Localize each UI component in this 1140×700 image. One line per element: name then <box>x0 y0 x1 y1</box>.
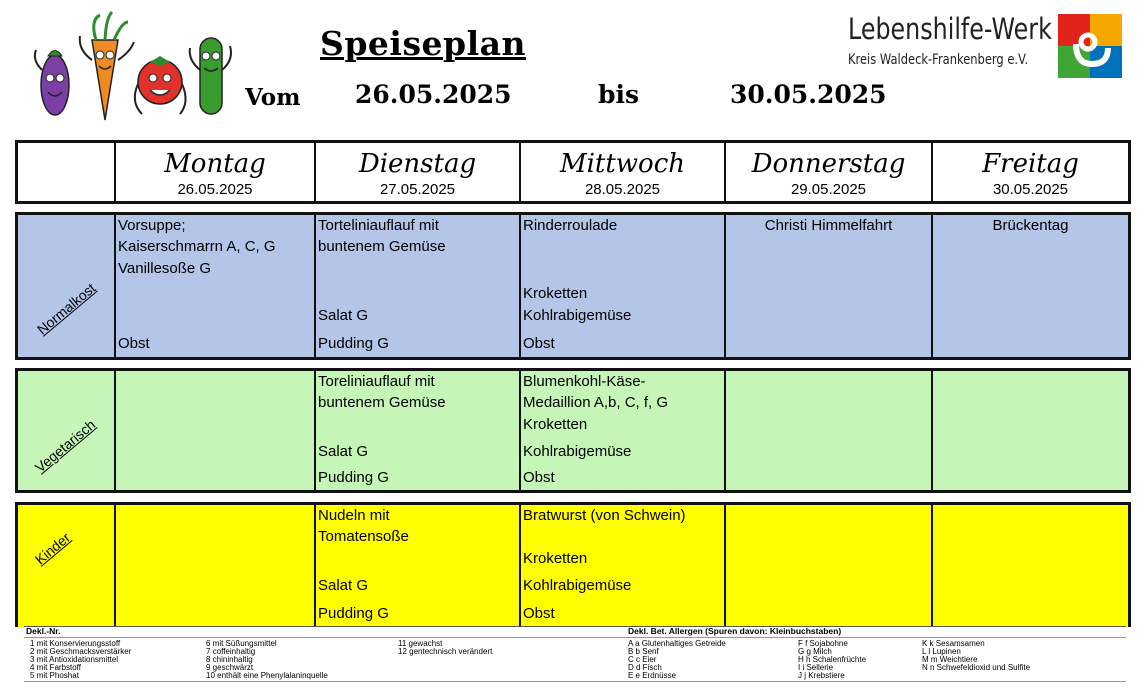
menu-cell-tuesday <box>314 505 519 627</box>
day-date: 26.05.2025 <box>177 181 253 198</box>
menu-line: Kroketten <box>523 550 588 567</box>
legend-item: 6 mit Süßungsmittel <box>206 639 277 648</box>
menu-line: Salat G <box>318 307 369 324</box>
carrot-character <box>80 12 134 120</box>
day-date: 30.05.2025 <box>992 181 1069 198</box>
menu-line: Toreliniauflauf mit <box>318 373 435 390</box>
organization-logo-icon <box>1058 14 1122 78</box>
legend-item: E e Erdnüsse <box>628 671 677 680</box>
row-label: Kinder <box>31 529 74 568</box>
legend-header-allergens: Dekl. Bet. Allergen (Spuren davon: Kleinbuchstaben) <box>628 626 842 636</box>
menu-line: Obst <box>523 469 555 486</box>
menu-cell-wednesday <box>519 505 724 627</box>
legend-item: A a Glutenhaltiges Getreide <box>628 639 726 648</box>
day-header-thursday <box>724 143 931 201</box>
menu-cell-thursday <box>724 371 931 490</box>
menu-line: Pudding G <box>318 605 389 622</box>
menu-cell-monday <box>114 371 314 490</box>
date-from: 26.05.2025 <box>355 80 512 109</box>
kinder-row <box>15 502 1131 627</box>
from-label: Vom <box>245 84 301 111</box>
menu-line: Tomatensoße <box>318 528 409 545</box>
legend-item: B b Senf <box>628 647 659 656</box>
row-label: Normalkost <box>33 279 99 338</box>
legend-item: 2 mit Geschmacksverstärker <box>30 647 132 656</box>
legend-item: 8 chininhaltig <box>206 655 253 664</box>
legend-item: 11 gewachst <box>398 639 443 648</box>
menu-line: Obst <box>523 605 555 622</box>
menu-cell-friday <box>931 505 1128 627</box>
legend-item: 5 mit Phoshat <box>30 671 79 680</box>
page-title: Speiseplan <box>320 24 526 63</box>
legend-item: J j Krebstiere <box>798 671 845 680</box>
menu-cell-friday <box>931 371 1128 490</box>
row-label-cell <box>18 371 114 490</box>
menu-line: Kroketten <box>523 285 588 302</box>
legend-item: 3 mit Antioxidationsmittel <box>30 655 119 664</box>
legend-item: N n Schwefeldioxid und Sulfite <box>922 663 1031 672</box>
weekday-header-row <box>15 140 1131 204</box>
day-name: Freitag <box>982 149 1079 179</box>
menu-line: Salat G <box>318 443 369 460</box>
allergen-legend <box>24 626 1126 689</box>
organization-name: Lebenshilfe-Werk <box>848 12 1052 46</box>
legend-divider <box>24 637 1126 638</box>
day-date: 28.05.2025 <box>584 181 661 198</box>
row-label: Vegetarisch <box>31 416 99 476</box>
legend-item: F f Sojabohne <box>798 639 848 648</box>
menu-cell-thursday <box>724 505 931 627</box>
day-header-friday <box>931 143 1128 201</box>
legend-item: H h Schalenfrüchte <box>798 655 867 664</box>
legend-item: 4 mit Farbstoff <box>30 663 81 672</box>
day-date: 29.05.2025 <box>790 181 867 198</box>
holiday-note: Christi Himmelfahrt <box>764 217 893 234</box>
menu-line: buntenem Gemüse <box>318 394 446 411</box>
vegetarisch-row <box>15 368 1131 493</box>
day-name: Montag <box>164 149 266 179</box>
legend-item: 7 coffeinhaltig <box>206 647 256 656</box>
legend-divider <box>24 681 1126 682</box>
day-name: Donnerstag <box>751 149 906 179</box>
legend-item: K k Sesamsamen <box>922 639 985 648</box>
menu-line: Vanillesoße G <box>118 260 212 277</box>
menu-line: Pudding G <box>318 469 389 486</box>
menu-cell-monday <box>114 215 314 357</box>
legend-item: 1 mit Konservierungsstoff <box>30 639 121 648</box>
tomato-character <box>135 56 186 114</box>
menu-cell-monday <box>114 505 314 627</box>
legend-item: 9 geschwärzt <box>206 663 254 672</box>
menu-cell-tuesday <box>314 215 519 357</box>
menu-line: Obst <box>523 335 555 352</box>
menu-cell-wednesday <box>519 371 724 490</box>
menu-line: Kohlrabigemüse <box>523 307 632 324</box>
row-label-cell <box>18 505 114 627</box>
menu-cell-tuesday <box>314 371 519 490</box>
menu-line: Pudding G <box>318 335 389 352</box>
to-label: bis <box>598 80 640 109</box>
menu-line: Obst <box>118 335 150 352</box>
legend-item: M m Weichtiere <box>922 655 978 664</box>
day-date: 27.05.2025 <box>379 181 456 198</box>
legend-item: G g Milch <box>798 647 832 656</box>
menu-line: Medaillion A,b, C, f, G <box>523 394 669 411</box>
menu-line: Kaiserschmarrn A, C, G <box>118 238 276 255</box>
menu-line: Kohlrabigemüse <box>523 577 632 594</box>
legend-header-additives: Dekl.-Nr. <box>26 626 61 636</box>
menu-line: buntenem Gemüse <box>318 238 446 255</box>
day-header-wednesday <box>519 143 724 201</box>
organization-subtitle: Kreis Waldeck-Frankenberg e.V. <box>848 52 1029 68</box>
row-label-cell <box>18 215 114 357</box>
eggplant-character <box>35 50 69 115</box>
legend-item: 10 enthält eine Phenylalaninquelle <box>206 671 328 680</box>
menu-line: Blumenkohl-Käse- <box>523 373 646 390</box>
menu-line: Nudeln mit <box>318 507 390 524</box>
legend-item: I i Sellerie <box>798 663 834 672</box>
cucumber-character <box>190 38 231 114</box>
day-header-tuesday <box>314 143 519 201</box>
vegetable-characters-illustration <box>30 10 240 130</box>
menu-cell-friday <box>931 215 1128 357</box>
day-name: Mittwoch <box>559 149 686 179</box>
date-to: 30.05.2025 <box>730 80 887 109</box>
menu-line: Vorsuppe; <box>118 217 186 234</box>
menu-line: Kohlrabigemüse <box>523 443 632 460</box>
menu-cell-wednesday <box>519 215 724 357</box>
normalkost-row <box>15 212 1131 360</box>
legend-item: L l Lupinen <box>922 647 961 656</box>
menu-line: Torteliniauflauf mit <box>318 217 439 234</box>
menu-cell-thursday <box>724 215 931 357</box>
day-header-monday <box>114 143 314 201</box>
legend-item: 12 gentechnisch verändert <box>398 647 493 656</box>
holiday-note: Brückentag <box>992 217 1069 234</box>
corner-cell <box>18 143 114 201</box>
menu-line: Salat G <box>318 577 369 594</box>
menu-line: Kroketten <box>523 416 588 433</box>
legend-item: D d Fisch <box>628 663 662 672</box>
menu-line: Rinderroulade <box>523 217 618 234</box>
menu-line: Bratwurst (von Schwein) <box>523 507 686 524</box>
legend-item: C c Eier <box>628 655 657 664</box>
day-name: Dienstag <box>358 149 477 179</box>
